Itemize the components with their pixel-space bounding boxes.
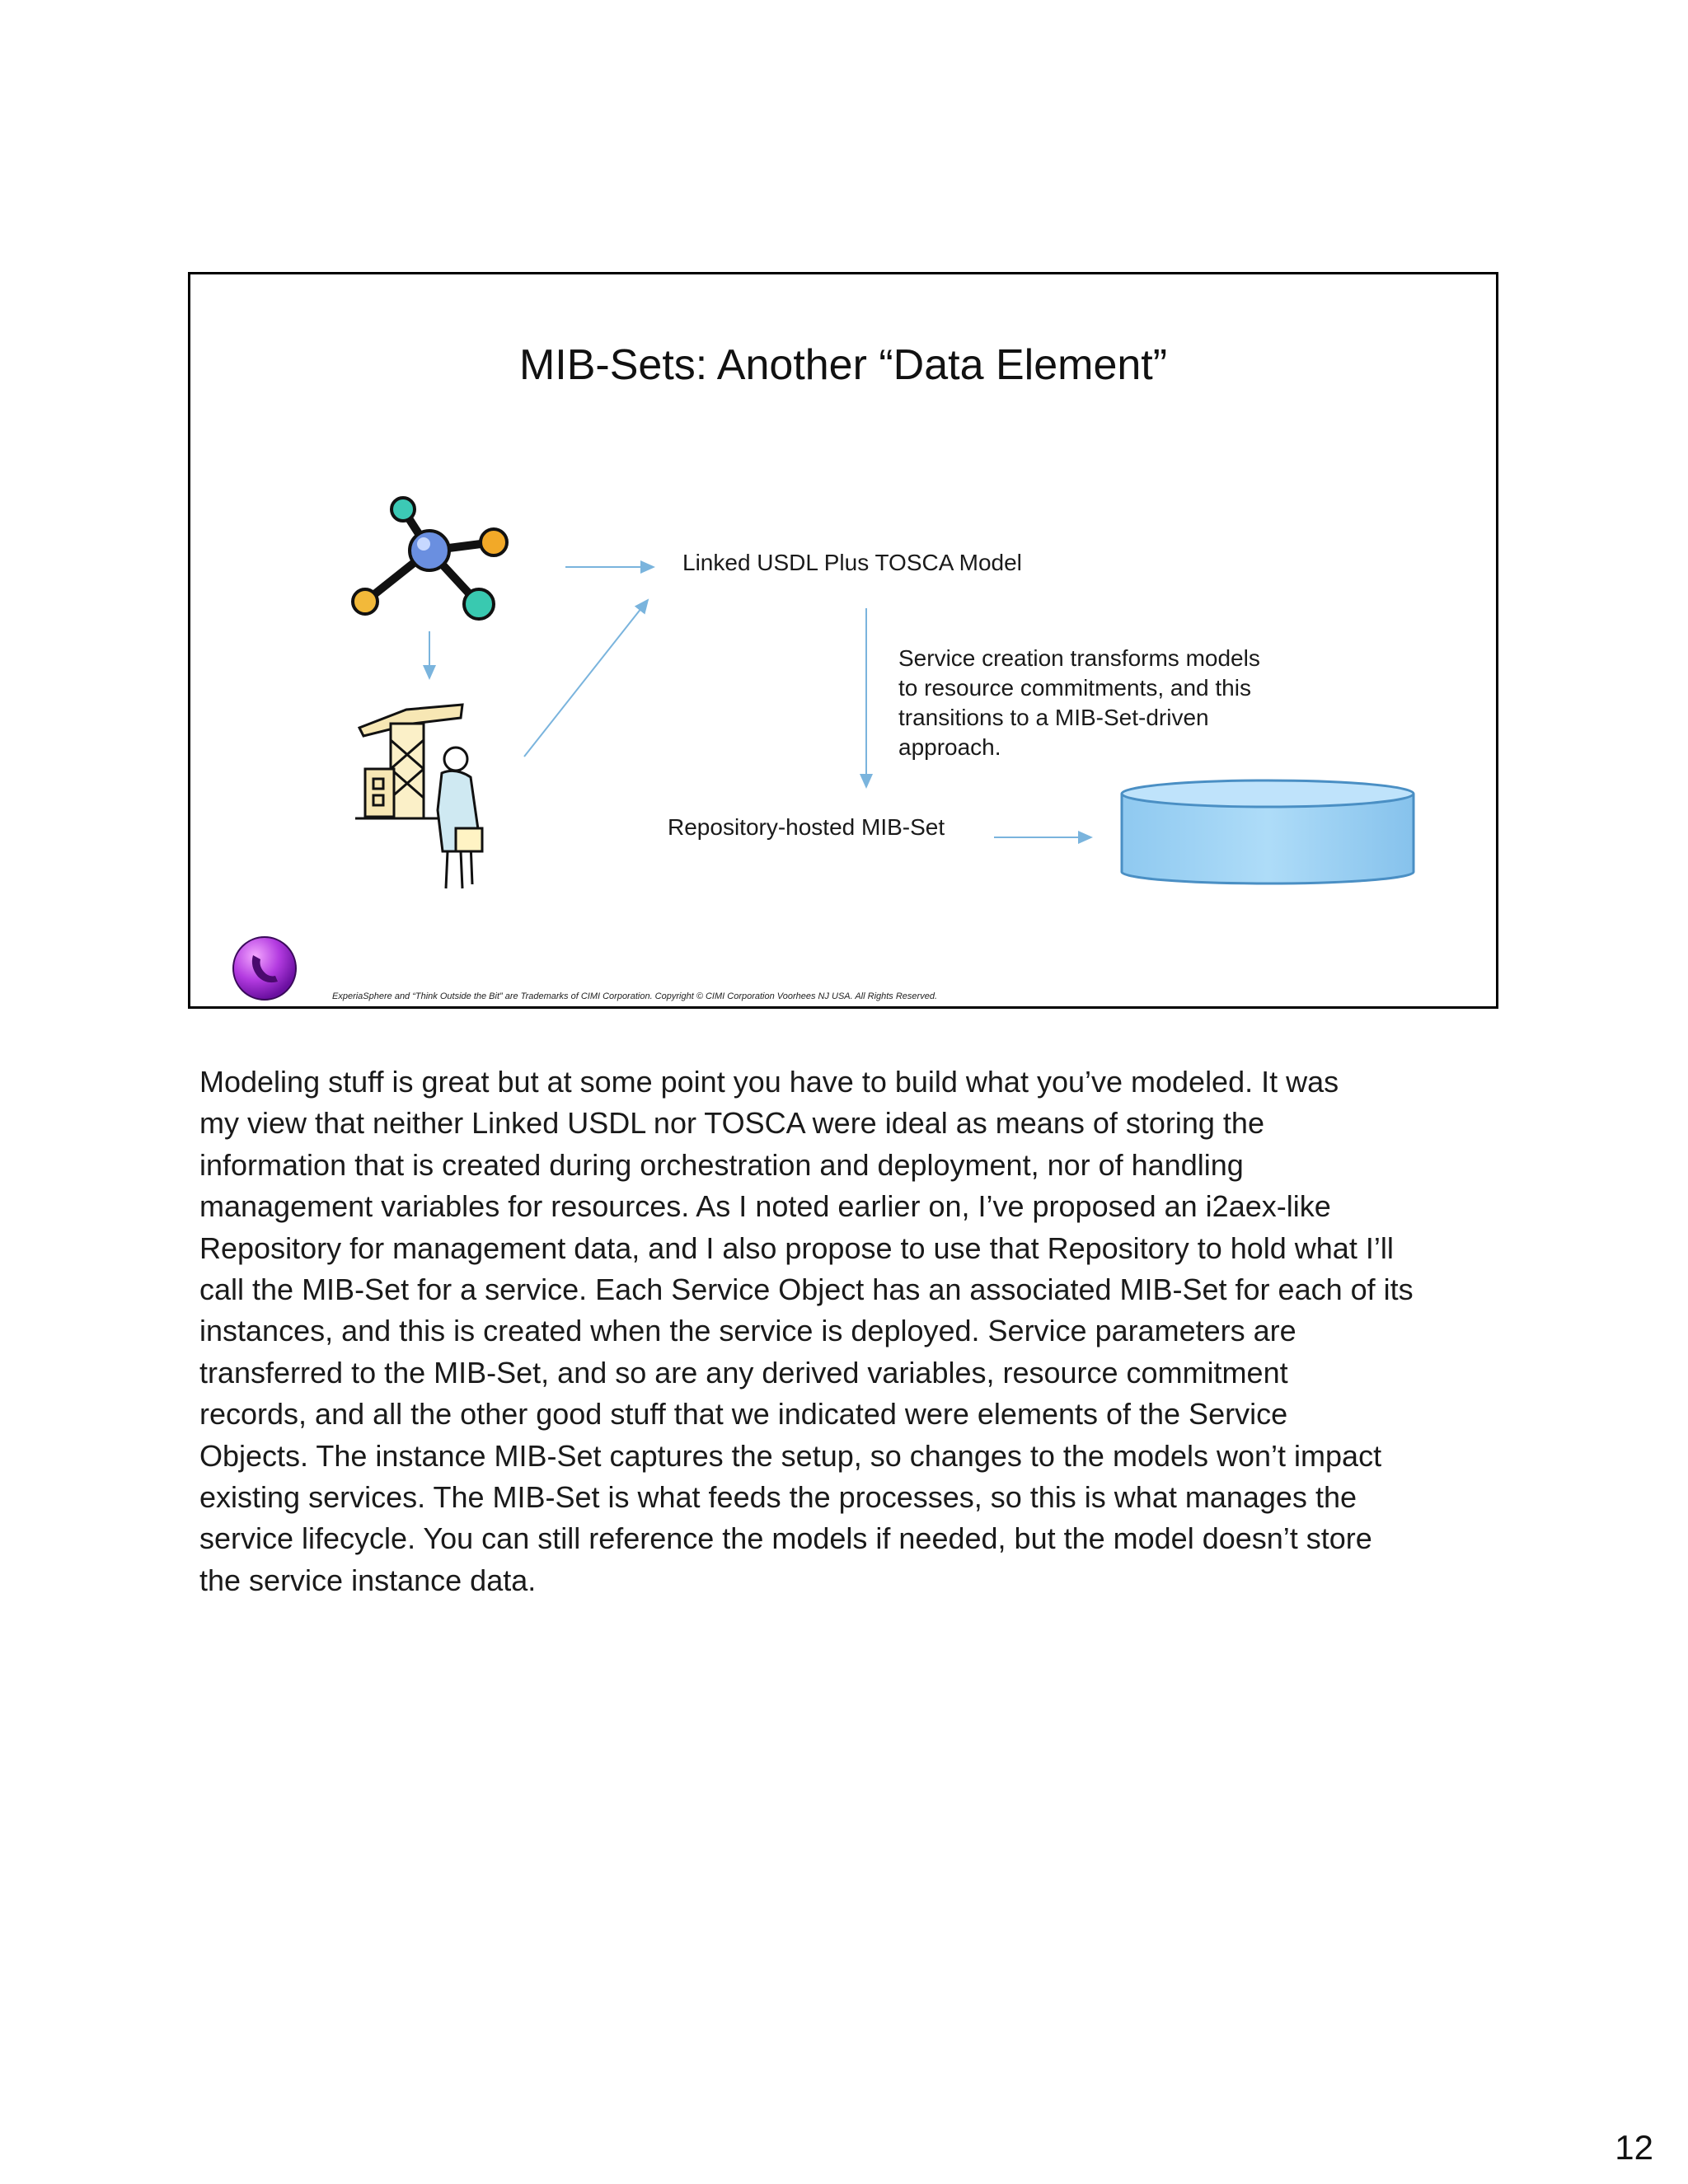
service-creation-note — [898, 614, 1327, 762]
repository-label: Repository-hosted MIB-Set — [668, 814, 945, 840]
notes-line: transferred to the MIB-Set, and so are any derived variables, resource commitment — [199, 1355, 1288, 1390]
notes-line: service lifecycle. You can still reference the models if needed, but the model doesn’t store — [199, 1521, 1372, 1556]
notes-line: information that is created during orchestration and deployment, nor of handling — [199, 1147, 1244, 1182]
copyright-text: ExperiaSphere and “Think Outside the Bit” are Trademarks of CIMI Corporation. Copyright © CIMI Corporation Voorhees NJ USA. All Rights Reserved. — [332, 991, 937, 1001]
arrow-engineer-to-model — [524, 600, 648, 757]
slide-frame — [188, 272, 1498, 1009]
notes-line: instances, and this is created when the service is deployed. Service parameters are — [199, 1314, 1296, 1348]
notes-line: management variables for resources. As I noted earlier on, I’ve proposed an i2aex-like — [199, 1189, 1331, 1224]
note-line: approach. — [898, 734, 1001, 760]
notes-line: Modeling stuff is great but at some point you have to build what you’ve modeled. It was — [199, 1065, 1339, 1099]
notes-line: existing services. The MIB-Set is what feeds the processes, so this is what manages the — [199, 1480, 1357, 1515]
notes-line: the service instance data. — [199, 1563, 537, 1597]
notes-line: my view that neither Linked USDL nor TOSCA were ideal as means of storing the — [199, 1106, 1264, 1141]
note-line: to resource commitments, and this — [898, 675, 1251, 701]
page-number: 12 — [1615, 2128, 1653, 2167]
model-label: Linked USDL Plus TOSCA Model — [682, 550, 1022, 575]
note-line: Service creation transforms models — [898, 645, 1260, 671]
notes-line: Repository for management data, and I also propose to use that Repository to hold what I’ll — [199, 1230, 1394, 1265]
speaker-notes — [199, 1062, 1510, 1601]
slide-title: MIB-Sets: Another “Data Element” — [518, 341, 1168, 389]
notes-line: call the MIB-Set for a service. Each Service Object has an associated MIB-Set for each of its — [199, 1272, 1414, 1307]
molecule-icon — [353, 498, 507, 619]
phone-logo-icon — [230, 934, 299, 1003]
notes-line: records, and all the other good stuff that we indicated were elements of the Service — [199, 1397, 1288, 1432]
database-icon — [1122, 780, 1414, 883]
notes-line: Objects. The instance MIB-Set captures the setup, so changes to the models won’t impact — [199, 1438, 1382, 1473]
engineer-icon — [355, 705, 482, 888]
note-line: transitions to a MIB-Set-driven — [898, 705, 1209, 730]
